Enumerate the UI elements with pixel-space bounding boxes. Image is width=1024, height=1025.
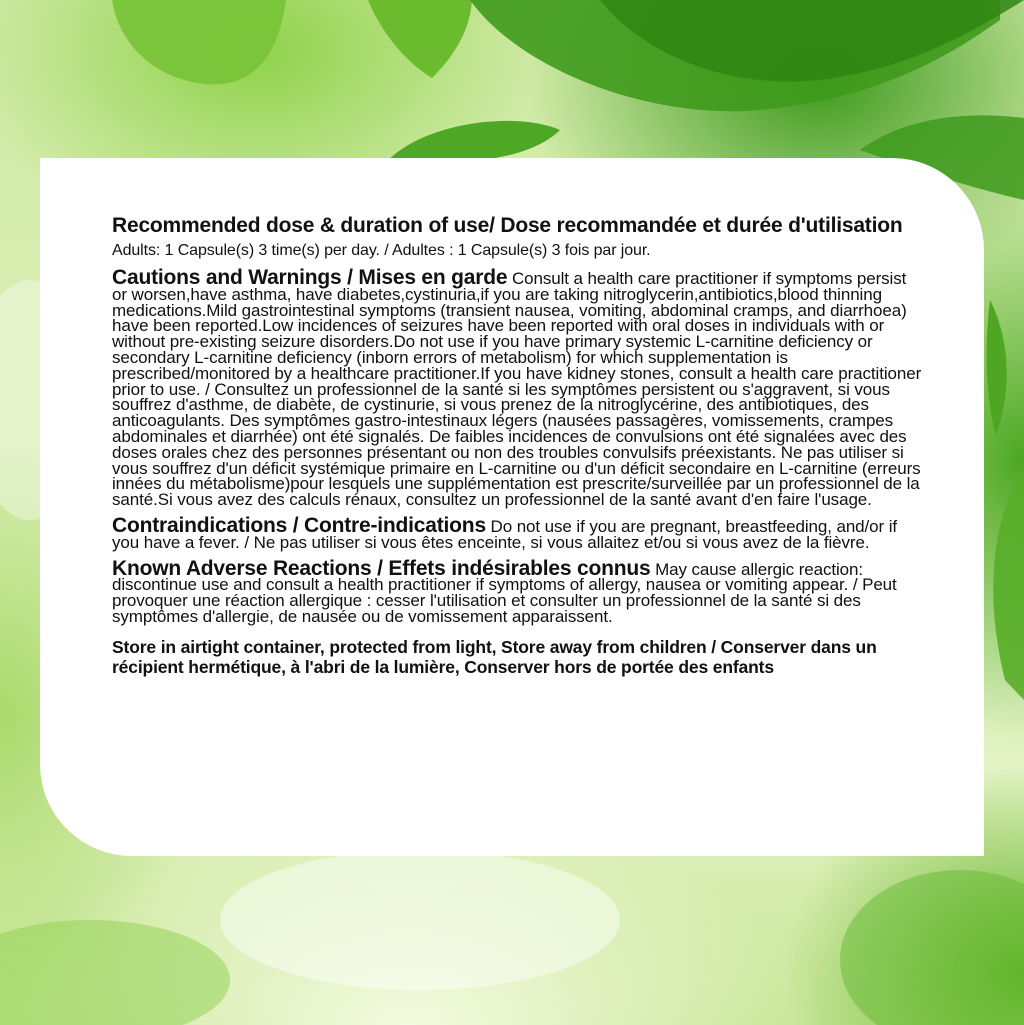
adverse-heading: Known Adverse Reactions / Effets indésirables connus (112, 556, 651, 580)
cautions-text: Consult a health care practitioner if symptoms persist or worsen,have asthma, have diabetes,cystinuria,if you are taking nitroglycerin,antibiotics,blood thinning medications.Mild gastrointestinal symptoms (transient nausea, vomiting, abdominal cramps, and diarrhoea) have been reported.Low incidences of seizures have been reported with oral doses in individuals with or without pre-existing seizure disorders.Do not use if you have primary systemic L-carnitine deficiency or secondary L-carnitine deficiency (inborn errors of metabolism) for which supplementation is prescribed/monitored by a healthcare practitioner.If you have kidney stones, consult a health care practitioner prior to use. / Consultez un professionnel de la santé si les symptômes persistent ou s'aggravent, si vous souffrez d'asthme, de diabète, de cystinurie, si vous prenez de la nitroglycérine, des antibiotiques, des anticoagulants. Des symptômes gastro-intestinaux légers (nausées passagères, vomissements, crampes abdominales et diarrhée) ont été signalés. De faibles incidences de convulsions ont été signalées avec des doses orales chez des personnes présentant ou non des troubles convulsifs préexistants. Ne pas utiliser si vous souffrez d'un déficit systémique primaire en L-carnitine ou d'un déficit secondaire en L-carnitine (erreurs innées du métabolisme)pour lesquels une supplémentation est prescrite/surveillée par un professionnel de la santé.Si vous avez des calculs rénaux, consultez un professionnel de la santé avant d'en faire l'usage. (112, 269, 922, 510)
adverse-section (112, 556, 924, 626)
bokeh-shape (220, 850, 620, 990)
leaf-shape (993, 470, 1024, 700)
adverse-text: May cause allergic reaction: discontinue use and consult a health practitioner if symptoms of allergy, nausea or vomiting appear. / Peut provoquer une réaction allergique : cesser l'utilisation et consulter un professionnel de la santé si des symptômes d'allergie, de nausée ou de vomissement apparaissent. (112, 559, 897, 626)
bokeh-shape (840, 870, 1024, 1025)
bokeh-shape (0, 920, 230, 1025)
dose-section (112, 214, 924, 262)
leaf-shape (112, 0, 286, 84)
dose-heading: Recommended dose & duration of use/ Dose recommandée et durée d'utilisation (112, 214, 903, 237)
cautions-heading: Cautions and Warnings / Mises en garde (112, 266, 508, 289)
dose-text: Adults: 1 Capsule(s) 3 time(s) per day. / Adultes : 1 Capsule(s) 3 fois par jour. (112, 242, 651, 259)
leaf-shape (368, 0, 472, 78)
contraindications-heading: Contraindications / Contre-indications (112, 513, 486, 537)
leaf-shape (388, 121, 560, 160)
info-card (40, 158, 984, 856)
cautions-section (112, 266, 924, 510)
contraindications-section (112, 513, 924, 552)
leaf-shape (987, 300, 1007, 436)
contraindications-text: Do not use if you are pregnant, breastfeeding, and/or if you have a fever. / Ne pas utiliser si vous êtes enceinte, si vous allaitez et/ou si vous avez de la fièvre. (112, 516, 897, 552)
storage-note: Store in airtight container, protected from light, Store away from children / Conserver dans un récipient hermétique, à l'abri de la lumière, Conserver hors de portée des enfants (112, 636, 877, 677)
